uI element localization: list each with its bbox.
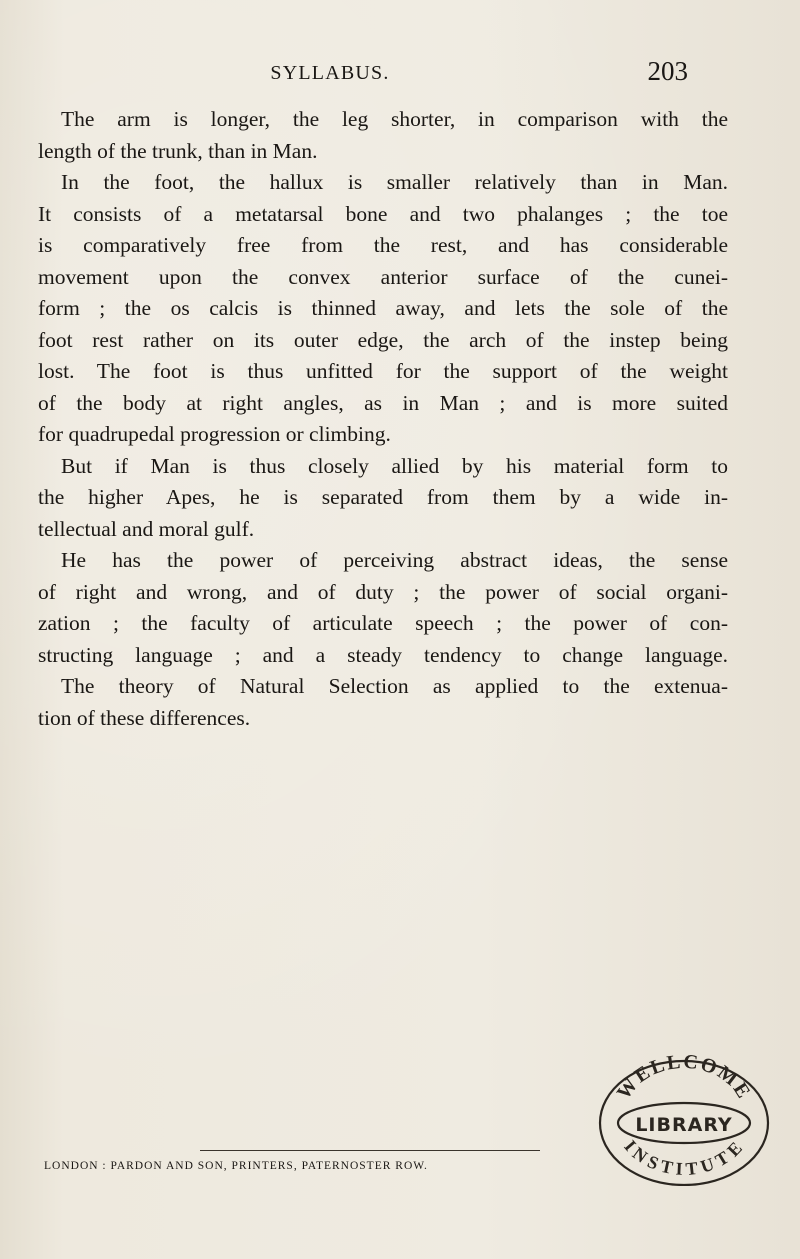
library-stamp-graphic [594, 1046, 774, 1186]
stamp-top-text: WELLCOME [612, 1050, 756, 1104]
text-line: tion of these differences. [38, 705, 251, 730]
text-line: In the foot, the hallux is smaller relatively than in Man. [61, 170, 728, 194]
library-stamp [594, 1046, 774, 1186]
page-number: 203 [647, 56, 688, 86]
running-head: SYLLABUS. [270, 62, 390, 84]
text-line: The arm is longer, the leg shorter, in comparison with the [61, 107, 728, 131]
text-line: form ; the os calcis is thinned away, and lets the sole of the [38, 296, 728, 320]
text-line: length of the trunk, than in Man. [38, 138, 318, 163]
stamp-bottom-text: INSTITUTE [620, 1136, 748, 1180]
text-line: for quadrupedal progression or climbing. [38, 422, 391, 446]
text-line: is comparatively free from the rest, and has considerable [38, 233, 728, 257]
text-line: of right and wrong, and of duty ; the power of social organi- [38, 579, 728, 604]
text-line: structing language ; and a steady tendency to change language. [38, 642, 728, 667]
text-line: movement upon the convex anterior surface of the cunei- [38, 264, 728, 289]
text-line: The theory of Natural Selection as applied to the extenua- [61, 674, 728, 698]
stamp-center-text: LIBRARY [635, 1114, 733, 1136]
text-line: of the body at right angles, as in Man ; and is more suited [38, 390, 728, 415]
text-line: foot rest rather on its outer edge, the arch of the instep being [38, 327, 728, 352]
text-line: tellectual and moral gulf. [38, 516, 255, 541]
body-text [38, 104, 728, 734]
text-line: But if Man is thus closely allied by his material form to [61, 453, 728, 478]
text-line: the higher Apes, he is separated from them by a wide in- [38, 485, 728, 509]
printer-imprint: LONDON : PARDON AND SON, PRINTERS, PATERNOSTER ROW. [44, 1160, 428, 1172]
text-line: It consists of a metatarsal bone and two phalanges ; the toe [38, 201, 728, 226]
text-line: zation ; the faculty of articulate speech ; the power of con- [38, 611, 728, 635]
imprint-rule [200, 1150, 540, 1151]
text-line: lost. The foot is thus unfitted for the support of the weight [38, 359, 728, 383]
text-line: He has the power of perceiving abstract ideas, the sense [61, 548, 728, 572]
